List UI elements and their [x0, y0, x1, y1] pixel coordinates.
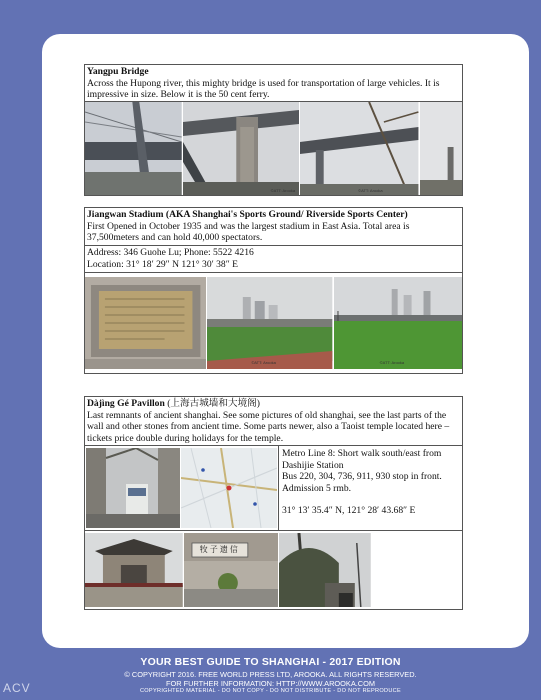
footer-notice: COPYRIGHTED MATERIAL - DO NOT COPY - DO NOT DISTRIBUTE - DO NOT REPRODUCE — [139, 688, 402, 694]
dajing-pavillon-section — [84, 396, 463, 610]
watermark: ACV — [3, 681, 31, 695]
dajing-info-row — [85, 446, 462, 531]
jiangwan-details — [85, 246, 462, 273]
dajing-metro: Metro Line 8: Short walk south/east from Dashijie Station — [282, 448, 442, 471]
dajing-title: Dàjìng Gé Pavillon — [87, 398, 165, 409]
yangpu-photo-3 — [300, 102, 419, 195]
dajing-bus: Bus 220, 304, 736, 911, 930 stop in front. — [282, 471, 442, 482]
dajing-photo-map — [181, 448, 277, 528]
jiangwan-description: First Opened in October 1935 and was the largest stadium in East Asia. Total area is 37,500meters and can hold 40,000 spectators. — [87, 220, 410, 243]
dajing-description: Last remnants of ancient shanghai. See some pictures of old shanghai, see the last parts of the wall and other stones from ancient time. Some parts newer, also a Taoist temple located here – tickets price double during holidays for the temple. — [87, 409, 450, 444]
jiangwan-title: Jiangwan Stadium (AKA Shanghai's Sports Ground/ Riverside Sports Center) — [87, 209, 408, 220]
footer-info: FOR FURTHER INFORMATION: HTTP://WWW.AROOKA.COM — [165, 679, 376, 688]
yangpu-description: Across the Hupong river, this mighty bridge is used for transportation of large vehicles. It is impressive in size. Below it is the 50 cent ferry. — [87, 77, 440, 100]
jiangwan-photo-field-1 — [207, 277, 333, 369]
yangpu-photo-4 — [420, 102, 462, 195]
dajing-photos-bottom — [85, 531, 462, 609]
dajing-transport — [279, 446, 462, 530]
dajing-photo-street-2 — [279, 533, 462, 607]
jiangwan-photo-field-2 — [334, 277, 462, 369]
jiangwan-stadium-section — [84, 207, 463, 374]
yangpu-header — [85, 65, 462, 102]
jiangwan-photo-plaque — [85, 277, 207, 369]
yangpu-caption-1: ©ATT: Arooka — [270, 188, 296, 193]
yangpu-title: Yangpu Bridge — [87, 66, 149, 77]
jiangwan-header — [85, 208, 462, 246]
dajing-header — [85, 397, 462, 446]
yangpu-photo-1 — [85, 102, 183, 195]
footer-copyright-block — [0, 670, 541, 688]
dajing-photo-gate — [85, 533, 184, 607]
dajing-photo-street — [86, 448, 181, 528]
dajing-admission: Admission 5 rmb. — [282, 482, 352, 494]
dajing-photo-sign — [184, 533, 280, 607]
dajing-photos-top — [85, 446, 279, 530]
dajing-title-chinese: (上海古城墙和大境阁) — [167, 398, 260, 409]
jiangwan-photos — [85, 273, 462, 373]
dajing-coordinates: 31° 13′ 35.4″ N, 121° 28′ 43.68″ E — [282, 505, 416, 516]
yangpu-photo-2 — [183, 102, 300, 195]
dajing-sign-text: 牧子遗信 — [199, 545, 240, 554]
jiangwan-location: Location: 31° 18′ 29″ N 121° 30′ 38″ E — [87, 258, 238, 270]
yangpu-caption-2: ©ATT: Arooka — [358, 188, 383, 193]
jiangwan-caption-2: ©ATT: Arooka — [379, 360, 405, 365]
footer-copyright: © COPYRIGHT 2016. FREE WORLD PRESS LTD, AROOKA. ALL RIGHTS RESERVED. — [124, 670, 417, 679]
jiangwan-caption-1: ©ATT: Arooka — [251, 360, 276, 365]
jiangwan-address: Address: 346 Guohe Lu; Phone: 5522 4216 — [87, 247, 254, 258]
footer-title: YOUR BEST GUIDE TO SHANGHAI - 2017 EDITION — [140, 656, 401, 668]
yangpu-bridge-section — [84, 64, 463, 196]
yangpu-photos — [85, 102, 462, 195]
